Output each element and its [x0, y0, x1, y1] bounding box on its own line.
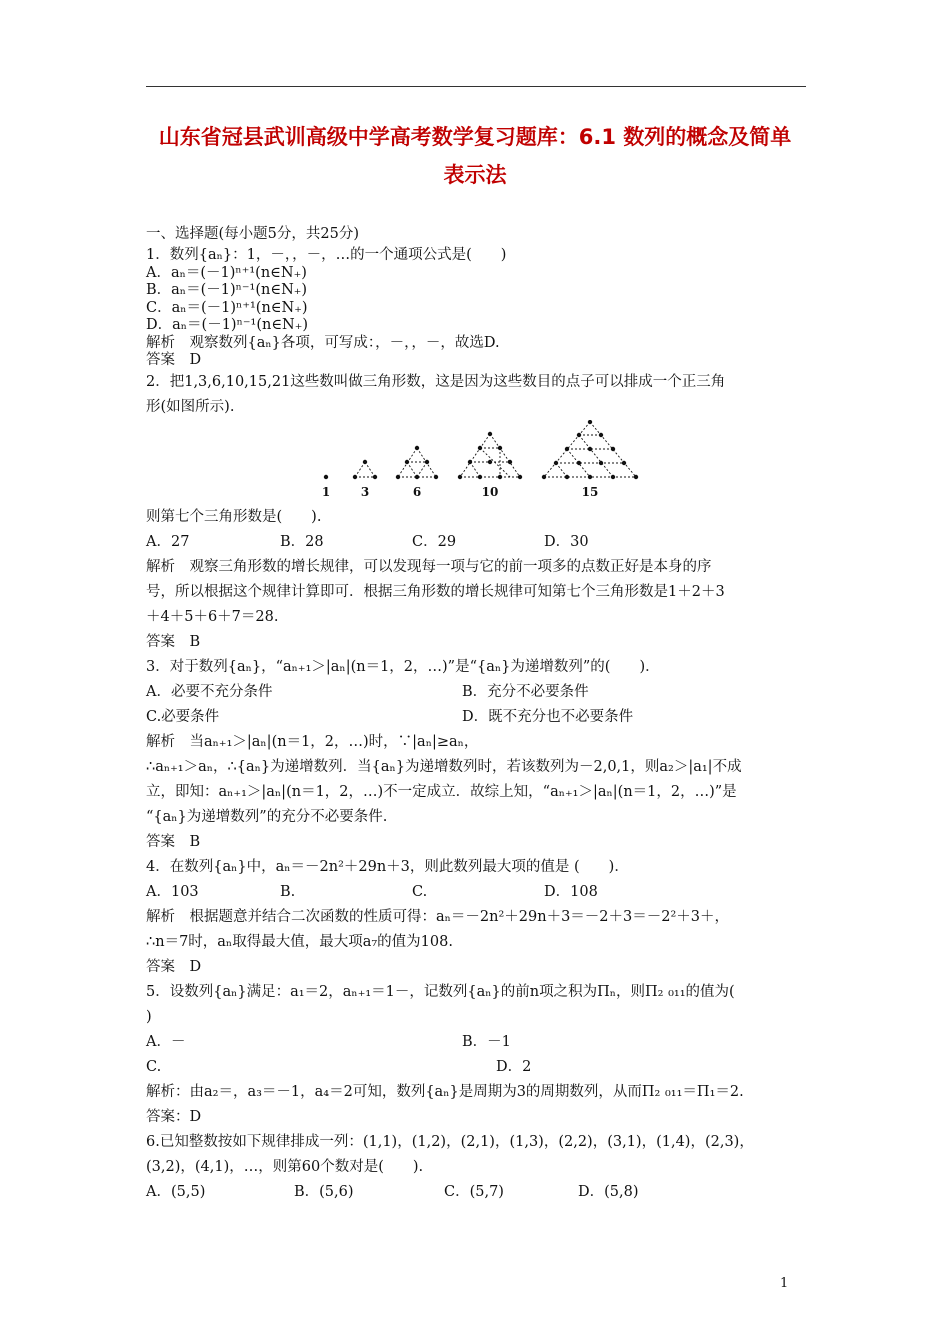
q4-option-a: A．103 — [146, 883, 199, 900]
q2-option-c: C．29 — [412, 533, 457, 550]
q2-stem-line-1: 2．把1,3,6,10,15,21这些数叫做三角形数，这是因为这些数目的点子可以排成一个正三角 — [146, 373, 726, 390]
page-number: 1 — [780, 1276, 789, 1291]
q2-option-b: B．28 — [280, 533, 324, 550]
q6-options — [146, 1180, 816, 1205]
document-body — [146, 222, 816, 1205]
q4-answer: 答案 D — [146, 958, 202, 975]
triangle-number-figure — [146, 420, 816, 505]
q3-option-c: C.必要条件 — [146, 708, 220, 725]
q6-option-c: C．(5,7) — [444, 1183, 504, 1200]
q3-analysis-line-4: “{aₙ}为递增数列”的充分不必要条件. — [146, 808, 388, 825]
q2-option-d: D．30 — [544, 533, 589, 550]
section-heading: 一、选择题(每小题5分，共25分) — [146, 226, 359, 242]
q4-analysis-line-2: ∴n＝7时，aₙ取得最大值，最大项a₇的值为108. — [146, 933, 453, 950]
q6-stem-line-2: (3,2)，(4,1)，…，则第60个数对是( ). — [146, 1158, 424, 1175]
q2-option-a: A．27 — [146, 533, 190, 550]
q3-answer: 答案 B — [146, 833, 201, 850]
q1-stem: 1．数列{aₙ}：1，－，，－，…的一个通项公式是( ) — [146, 247, 507, 263]
q5-option-d: D．2 — [496, 1058, 532, 1075]
q5-option-c: C. — [146, 1058, 162, 1075]
q2-analysis-line-2: 号，所以根据这个规律计算即可．根据三角形数的增长规律可知第七个三角形数是1＋2＋3 — [146, 583, 725, 600]
q3-options-row-2 — [146, 705, 816, 730]
q3-stem: 3．对于数列{aₙ}，“aₙ₊₁＞|aₙ|(n＝1，2，…)”是“{aₙ}为递增数列”的( )． — [146, 658, 660, 675]
q1-option-d: D．aₙ＝(－1)ⁿ⁻¹(n∈N₊) — [146, 317, 309, 333]
q3-analysis-line-2: ∴aₙ₊₁＞aₙ，∴{aₙ}为递增数列．当{aₙ}为递增数列时，若该数列为－2,0,1，则a₂＞|a₁|不成 — [146, 758, 742, 775]
q5-analysis: 解析：由a₂＝，a₃＝－1，a₄＝2可知，数列{aₙ}是周期为3的周期数列，从而Π₂ ₀₁₁＝Π₁＝2. — [146, 1083, 744, 1100]
q1-option-c: C．aₙ＝(－1)ⁿ⁺¹(n∈N₊) — [146, 299, 308, 316]
q5-options-row-2 — [146, 1055, 816, 1080]
triangle-dots-diagram — [310, 420, 640, 505]
q6-option-b: B．(5,6) — [294, 1183, 354, 1200]
q4-option-b: B. — [280, 883, 296, 900]
q2-analysis-line-1: 解析 观察三角形数的增长规律，可以发现每一项与它的前一项多的点数正好是本身的序 — [146, 558, 712, 575]
q5-stem-line-2: ) — [146, 1008, 152, 1025]
title-line-2: 表示法 — [443, 163, 507, 187]
q5-options-row-1 — [146, 1030, 816, 1055]
figure-label-3: 3 — [360, 484, 370, 499]
q5-answer: 答案：D — [146, 1108, 202, 1125]
figure-label-6: 6 — [412, 484, 422, 499]
page-title — [130, 118, 820, 194]
q5-stem-line-1: 5．设数列{aₙ}满足：a₁＝2，aₙ₊₁＝1－，记数列{aₙ}的前n项之积为Πₙ，则Π₂ ₀₁₁的值为( — [146, 983, 735, 1000]
q4-options — [146, 880, 816, 905]
q6-option-d: D．(5,8) — [578, 1183, 639, 1200]
q4-option-c: C. — [412, 883, 428, 900]
q4-analysis-line-1: 解析 根据题意并结合二次函数的性质可得：aₙ＝－2n²＋29n＋3＝－2＋3＝－2²＋3＋， — [146, 908, 730, 925]
q6-stem-line-1: 6.已知整数按如下规律排成一列：(1,1)，(1,2)，(2,1)，(1,3)，(2,2)，(3,1)，(1,4)，(2,3)， — [146, 1133, 754, 1150]
q2-analysis-line-3: ＋4＋5＋6＋7＝28. — [146, 608, 279, 625]
figure-label-10: 10 — [481, 484, 499, 499]
q3-analysis-line-1: 解析 当aₙ₊₁＞|aₙ|(n＝1，2，…)时，∵|aₙ|≥aₙ， — [146, 733, 479, 750]
title-line-1: 山东省冠县武训高级中学高考数学复习题库：6.1 数列的概念及简单 — [158, 125, 792, 149]
figure-label-1: 1 — [321, 484, 331, 499]
figure-label-15: 15 — [581, 484, 599, 499]
q3-option-a: A．必要不充分条件 — [146, 683, 273, 700]
q3-analysis-line-3: 立，即知：aₙ₊₁＞|aₙ|(n＝1，2，…)不一定成立．故综上知，“aₙ₊₁＞|aₙ|(n＝1，2，…)”是 — [146, 783, 737, 800]
q1-answer: 答案 D — [146, 352, 202, 368]
q4-option-d: D．108 — [544, 883, 598, 900]
q2-options — [146, 530, 816, 555]
header-rule — [146, 86, 806, 87]
q1-analysis: 解析 观察数列{aₙ}各项，可写成：，－，，－，故选D. — [146, 334, 500, 351]
q1-option-b: B．aₙ＝(－1)ⁿ⁻¹(n∈N₊) — [146, 282, 308, 298]
q6-option-a: A．(5,5) — [146, 1183, 206, 1200]
q4-stem: 4．在数列{aₙ}中，aₙ＝－2n²＋29n＋3，则此数列最大项的值是 ( )． — [146, 858, 629, 875]
q2-answer: 答案 B — [146, 633, 201, 650]
q3-option-d: D．既不充分也不必要条件 — [462, 708, 634, 725]
q5-option-a: A．－ — [146, 1033, 186, 1050]
q3-options-row-1 — [146, 680, 816, 705]
q1-option-a: A．aₙ＝(－1)ⁿ⁺¹(n∈N₊) — [146, 264, 307, 281]
q5-option-b: B．－1 — [462, 1033, 511, 1050]
q3-option-b: B．充分不必要条件 — [462, 683, 589, 700]
q2-ask: 则第七个三角形数是( ). — [146, 508, 322, 525]
q2-stem-line-2: 形(如图所示). — [146, 398, 235, 415]
